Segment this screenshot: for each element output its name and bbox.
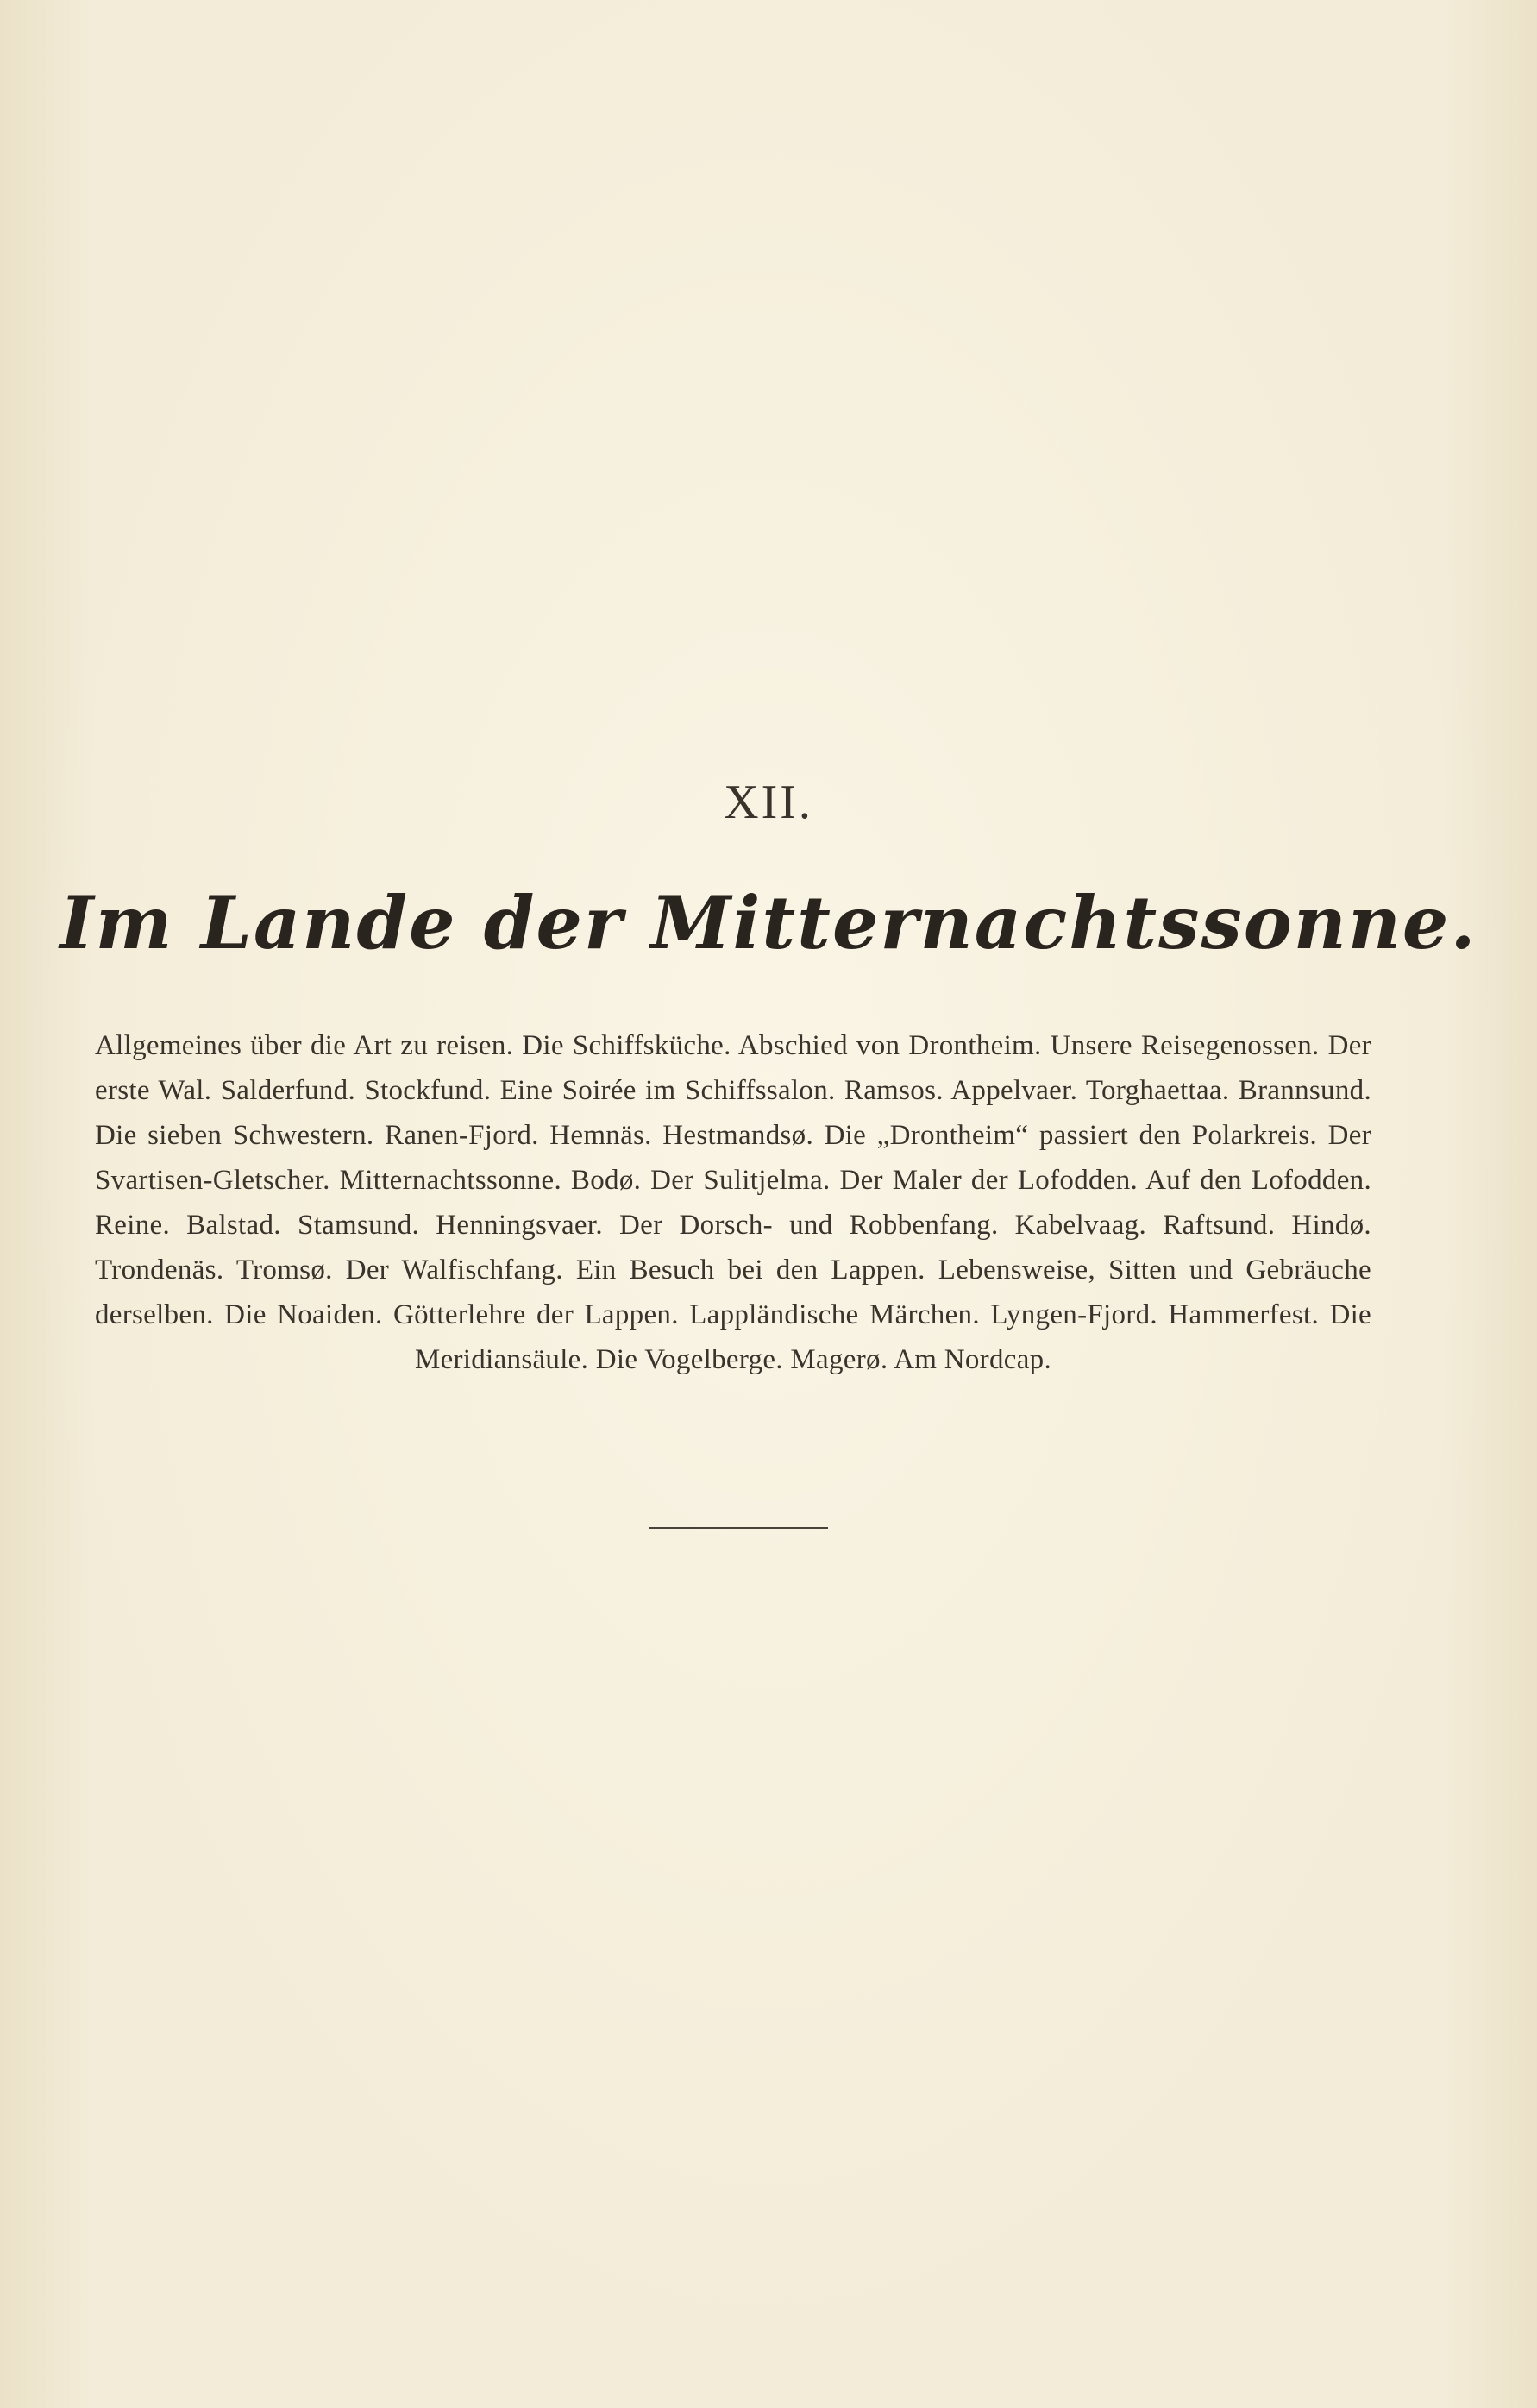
chapter-number: XII. xyxy=(724,776,813,829)
chapter-title: Im Lande der Mitternachtssonne. xyxy=(60,880,1477,965)
section-divider xyxy=(649,1527,828,1529)
chapter-summary: Allgemeines über die Art zu reisen. Die Schiffsküche. Abschied von Drontheim. Unsere Reisegenossen. Der erste Wal. Salderfund. Stockfund. Eine Soirée im Schiffssalon. Ramsos. Appelvaer. Torghaettaa. Brannsund. Die sieben Schwestern. Ranen-Fjord. Hemnäs. Hestmandsø. Die „Drontheim“ passiert den Polarkreis. Der Svartisen-Gletscher. Mitternachtssonne. Bodø. Der Sulitjelma. Der Maler der Lofodden. Auf den Lofodden. Reine. Balstad. Stamsund. Henningsvaer. Der Dorsch- und Robbenfang. Kabelvaag. Raftsund. Hindø. Trondenäs. Tromsø. Der Walfischfang. Ein Besuch bei den Lappen. Lebensweise, Sitten und Gebräuche derselben. Die Noaiden. Götterlehre der Lappen. Lappländische Märchen. Lyngen-Fjord. Hammerfest. Die Meridiansäule. Die Vogelberge. Magerø. Am Nordcap. xyxy=(95,1030,1371,1375)
